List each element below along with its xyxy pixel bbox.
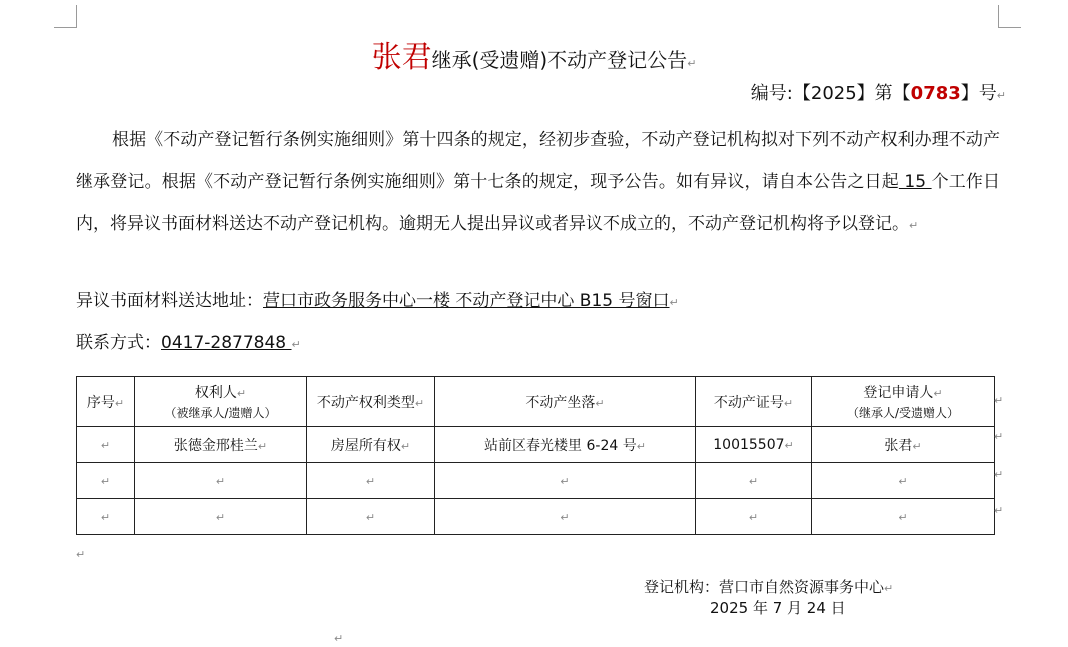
- header-cert-no: 不动产证号↵: [696, 377, 812, 427]
- margin-corner-top-left: [54, 5, 77, 28]
- row-end-mark-icon: ↵: [994, 430, 1004, 443]
- cell-cert-no: 10015507↵: [696, 427, 812, 463]
- cell-cert-no: ↵: [696, 463, 812, 499]
- cell-location: 站前区春光楼里 6-24 号↵: [435, 427, 696, 463]
- address-label: 异议书面材料送达地址：: [76, 291, 263, 311]
- objection-address: [76, 286, 679, 311]
- notice-date: 2025 年 7 月 24 日: [710, 599, 846, 617]
- cell-seq: ↵: [77, 499, 135, 535]
- body-text-1: 根据《不动产登记暂行条例实施细则》第十四条的规定，经初步查验，不动产登记机构拟对下列不动产权利办理不动产继承登记。根据《不动产登记暂行条例实施细则》第十七条的规定，现予公告。如有异议，请自本公告之日起: [76, 130, 1000, 192]
- cell-holder: ↵: [135, 463, 307, 499]
- table-row: [77, 499, 995, 535]
- cell-applicant: ↵: [812, 463, 995, 499]
- body-text-2: 个工作日内，将异议书面材料送达不动产登记机构。逾期无人提出异议或者异议不成立的，不动产登记机构将予以登记。: [76, 172, 1001, 234]
- paragraph-mark-icon: ↵: [996, 89, 1006, 102]
- contact-value: 0417-2877848: [161, 333, 292, 353]
- serial-value: 0783: [910, 83, 961, 104]
- paragraph-mark-icon: ↵: [687, 57, 697, 70]
- cell-applicant: ↵: [812, 499, 995, 535]
- objection-days: 15: [898, 172, 932, 192]
- header-seq: 序号↵: [77, 377, 135, 427]
- header-holder: 权利人↵ （被继承人/遗赠人）: [135, 377, 307, 427]
- registration-org: [644, 576, 893, 597]
- row-end-mark-icon: ↵: [994, 468, 1004, 481]
- address-value: 营口市政务服务中心一楼 不动产登记中心 B15 号窗口: [263, 291, 670, 311]
- paragraph-mark-icon: ↵: [909, 219, 919, 232]
- paragraph-mark-icon: ↵: [334, 632, 344, 645]
- serial-suffix: 】号: [960, 83, 997, 104]
- cell-applicant: 张君↵: [812, 427, 995, 463]
- header-location: 不动产坐落↵: [435, 377, 696, 427]
- cell-right-type: ↵: [307, 463, 435, 499]
- org-value: 营口市自然资源事务中心: [719, 578, 885, 596]
- serial-prefix: 编号:【2025】第【: [750, 83, 911, 104]
- title-applicant-name: 张君: [371, 40, 432, 75]
- paragraph-mark-icon: ↵: [884, 582, 894, 595]
- table-row: [77, 463, 995, 499]
- cell-location: ↵: [435, 499, 696, 535]
- cell-cert-no: ↵: [696, 499, 812, 535]
- row-end-mark-icon: ↵: [994, 504, 1004, 517]
- cell-location: ↵: [435, 463, 696, 499]
- paragraph-mark-icon: ↵: [291, 338, 301, 351]
- org-label: 登记机构：: [644, 578, 720, 596]
- cell-right-type: 房屋所有权↵: [307, 427, 435, 463]
- cell-seq: ↵: [77, 427, 135, 463]
- header-applicant-sub: （继承人/受遗赠人）: [846, 406, 960, 420]
- cell-seq: ↵: [77, 463, 135, 499]
- paragraph-mark-icon: ↵: [76, 548, 86, 561]
- table-row: [77, 427, 995, 463]
- contact-info: [76, 328, 301, 353]
- paragraph-mark-icon: ↵: [669, 296, 679, 309]
- header-applicant: 登记申请人↵ （继承人/受遗赠人）: [812, 377, 995, 427]
- title-text: 继承(受遗赠)不动产登记公告: [431, 48, 688, 72]
- row-end-mark-icon: ↵: [994, 394, 1004, 407]
- margin-corner-top-right: [998, 5, 1021, 28]
- table-header-row: [77, 377, 995, 427]
- cell-right-type: ↵: [307, 499, 435, 535]
- cell-holder: 张德金邢桂兰↵: [135, 427, 307, 463]
- contact-label: 联系方式：: [76, 333, 161, 353]
- header-holder-sub: （被继承人/遗赠人）: [164, 406, 277, 420]
- header-right-type: 不动产权利类型↵: [307, 377, 435, 427]
- serial-number: [751, 79, 1006, 105]
- document-title: [0, 32, 1068, 76]
- registration-table: [76, 376, 995, 535]
- cell-holder: ↵: [135, 499, 307, 535]
- notice-body: [76, 119, 1000, 247]
